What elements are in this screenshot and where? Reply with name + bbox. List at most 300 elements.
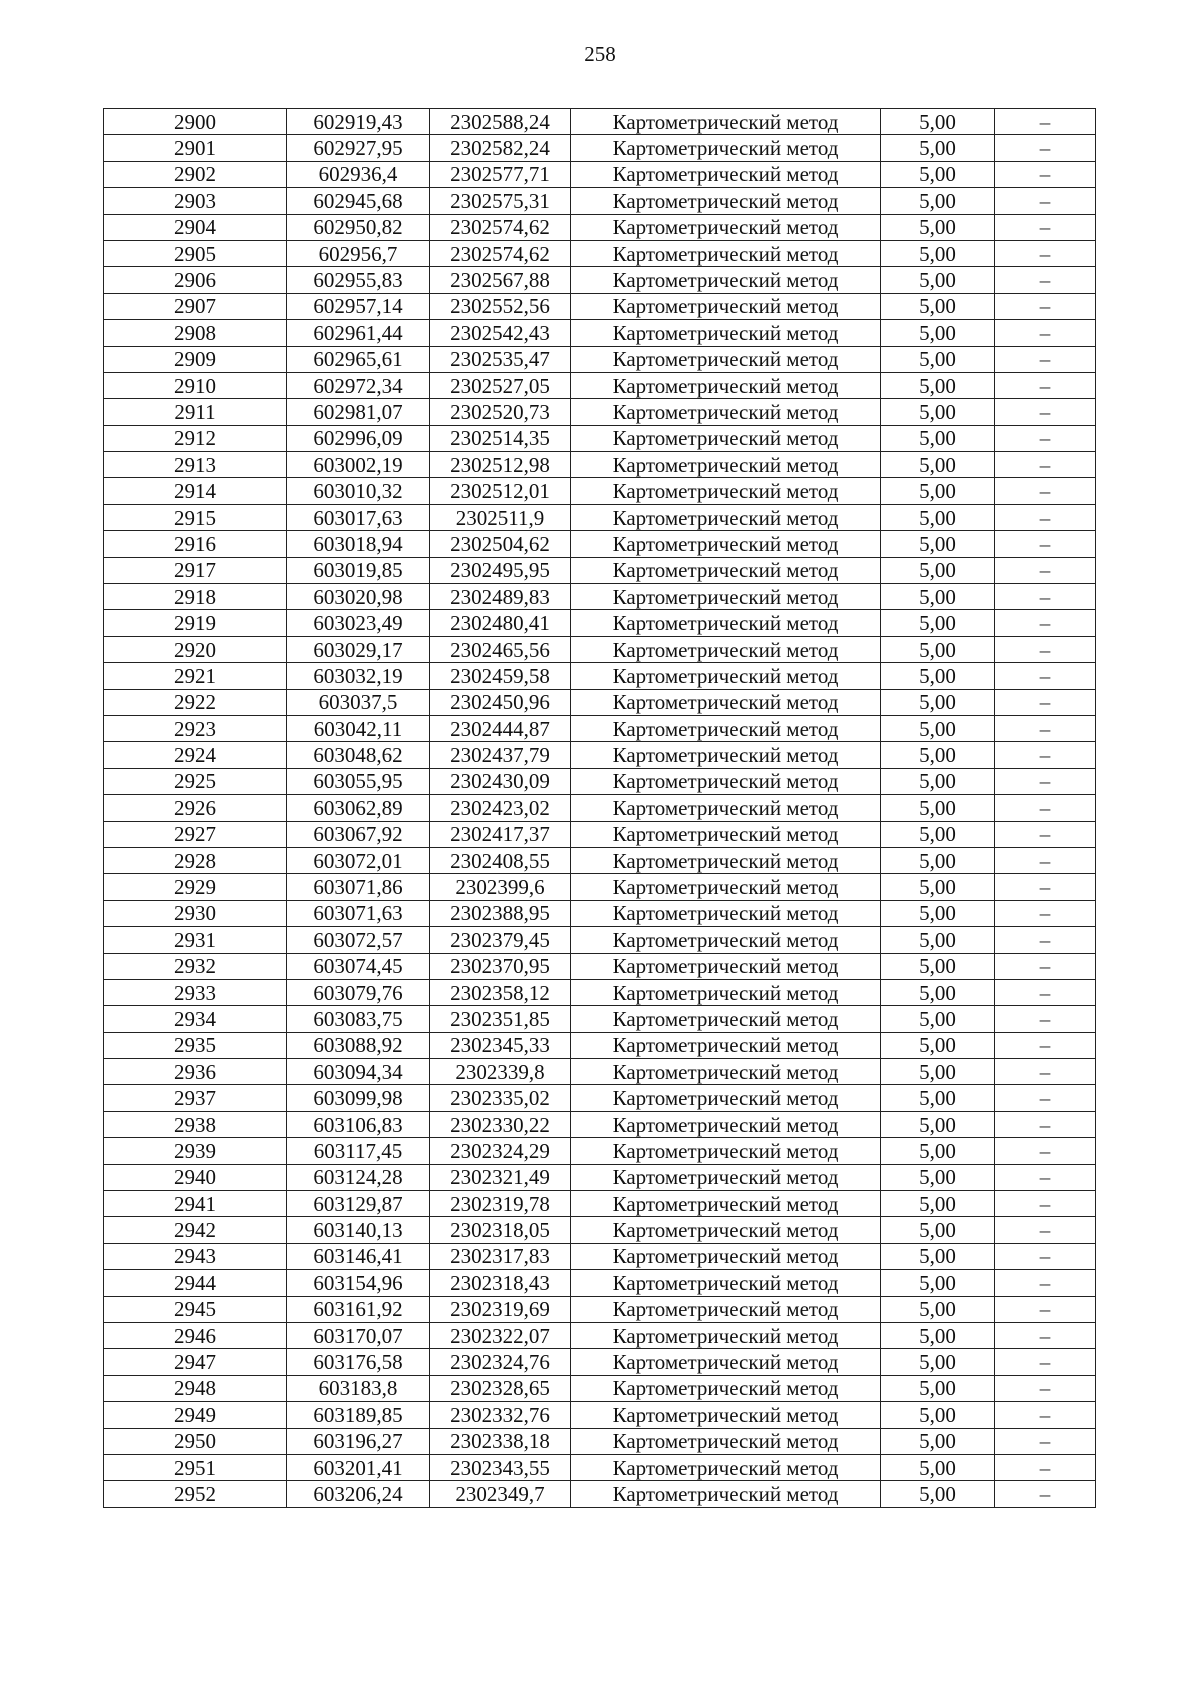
table-row [104,1349,1096,1375]
point-number-cell: 2914 [104,478,287,504]
method-cell: Картометрический метод [571,1243,881,1269]
x-coordinate-cell: 603002,19 [287,452,430,478]
dash-cell: – [995,504,1096,530]
x-coordinate-cell: 603072,01 [287,847,430,873]
error-cell: 5,00 [881,320,995,346]
point-number-cell: 2946 [104,1322,287,1348]
y-coordinate-cell: 2302324,76 [430,1349,571,1375]
method-cell: Картометрический метод [571,1296,881,1322]
y-coordinate-cell: 2302330,22 [430,1111,571,1137]
point-number-cell: 2909 [104,346,287,372]
table-row [104,135,1096,161]
dash-cell: – [995,425,1096,451]
x-coordinate-cell: 603019,85 [287,557,430,583]
y-coordinate-cell: 2302349,7 [430,1481,571,1507]
method-cell: Картометрический метод [571,478,881,504]
point-number-cell: 2920 [104,636,287,662]
error-cell: 5,00 [881,1322,995,1348]
table-row [104,689,1096,715]
y-coordinate-cell: 2302437,79 [430,742,571,768]
dash-cell: – [995,663,1096,689]
table-row [104,1270,1096,1296]
x-coordinate-cell: 603140,13 [287,1217,430,1243]
point-number-cell: 2910 [104,372,287,398]
table-row [104,240,1096,266]
dash-cell: – [995,847,1096,873]
x-coordinate-cell: 603055,95 [287,768,430,794]
method-cell: Картометрический метод [571,1428,881,1454]
dash-cell: – [995,1375,1096,1401]
y-coordinate-cell: 2302321,49 [430,1164,571,1190]
table-row [104,610,1096,636]
x-coordinate-cell: 603071,63 [287,900,430,926]
x-coordinate-cell: 603067,92 [287,821,430,847]
dash-cell: – [995,135,1096,161]
table-row [104,1428,1096,1454]
x-coordinate-cell: 603206,24 [287,1481,430,1507]
dash-cell: – [995,1296,1096,1322]
x-coordinate-cell: 603124,28 [287,1164,430,1190]
point-number-cell: 2908 [104,320,287,346]
method-cell: Картометрический метод [571,557,881,583]
y-coordinate-cell: 2302351,85 [430,1006,571,1032]
x-coordinate-cell: 603161,92 [287,1296,430,1322]
point-number-cell: 2924 [104,742,287,768]
point-number-cell: 2950 [104,1428,287,1454]
point-number-cell: 2900 [104,109,287,135]
table-row [104,636,1096,662]
dash-cell: – [995,979,1096,1005]
point-number-cell: 2913 [104,452,287,478]
table-row [104,953,1096,979]
table-row [104,161,1096,187]
method-cell: Картометрический метод [571,188,881,214]
error-cell: 5,00 [881,135,995,161]
method-cell: Картометрический метод [571,425,881,451]
error-cell: 5,00 [881,1111,995,1137]
x-coordinate-cell: 603079,76 [287,979,430,1005]
method-cell: Картометрический метод [571,452,881,478]
x-coordinate-cell: 602945,68 [287,188,430,214]
error-cell: 5,00 [881,1006,995,1032]
y-coordinate-cell: 2302495,95 [430,557,571,583]
error-cell: 5,00 [881,452,995,478]
table-row [104,372,1096,398]
dash-cell: – [995,900,1096,926]
table-row [104,1191,1096,1217]
point-number-cell: 2943 [104,1243,287,1269]
y-coordinate-cell: 2302408,55 [430,847,571,873]
x-coordinate-cell: 602936,4 [287,161,430,187]
x-coordinate-cell: 602972,34 [287,372,430,398]
error-cell: 5,00 [881,847,995,873]
dash-cell: – [995,161,1096,187]
y-coordinate-cell: 2302317,83 [430,1243,571,1269]
error-cell: 5,00 [881,1164,995,1190]
method-cell: Картометрический метод [571,399,881,425]
y-coordinate-cell: 2302512,01 [430,478,571,504]
table-row [104,1111,1096,1137]
x-coordinate-cell: 603170,07 [287,1322,430,1348]
y-coordinate-cell: 2302567,88 [430,267,571,293]
x-coordinate-cell: 603106,83 [287,1111,430,1137]
dash-cell: – [995,1428,1096,1454]
table-row [104,1375,1096,1401]
method-cell: Картометрический метод [571,1322,881,1348]
x-coordinate-cell: 603176,58 [287,1349,430,1375]
x-coordinate-cell: 603201,41 [287,1454,430,1480]
method-cell: Картометрический метод [571,531,881,557]
point-number-cell: 2907 [104,293,287,319]
method-cell: Картометрический метод [571,1164,881,1190]
dash-cell: – [995,1164,1096,1190]
method-cell: Картометрический метод [571,1454,881,1480]
dash-cell: – [995,821,1096,847]
method-cell: Картометрический метод [571,768,881,794]
x-coordinate-cell: 603042,11 [287,715,430,741]
dash-cell: – [995,188,1096,214]
point-number-cell: 2940 [104,1164,287,1190]
dash-cell: – [995,1111,1096,1137]
error-cell: 5,00 [881,399,995,425]
x-coordinate-cell: 603010,32 [287,478,430,504]
table-row [104,742,1096,768]
point-number-cell: 2933 [104,979,287,1005]
error-cell: 5,00 [881,1138,995,1164]
y-coordinate-cell: 2302318,43 [430,1270,571,1296]
y-coordinate-cell: 2302459,58 [430,663,571,689]
error-cell: 5,00 [881,293,995,319]
y-coordinate-cell: 2302514,35 [430,425,571,451]
method-cell: Картометрический метод [571,847,881,873]
error-cell: 5,00 [881,663,995,689]
dash-cell: – [995,742,1096,768]
y-coordinate-cell: 2302542,43 [430,320,571,346]
table-row [104,504,1096,530]
y-coordinate-cell: 2302339,8 [430,1059,571,1085]
x-coordinate-cell: 603154,96 [287,1270,430,1296]
y-coordinate-cell: 2302399,6 [430,874,571,900]
method-cell: Картометрический метод [571,267,881,293]
x-coordinate-cell: 603146,41 [287,1243,430,1269]
method-cell: Картометрический метод [571,293,881,319]
x-coordinate-cell: 603072,57 [287,927,430,953]
dash-cell: – [995,399,1096,425]
method-cell: Картометрический метод [571,927,881,953]
y-coordinate-cell: 2302450,96 [430,689,571,715]
x-coordinate-cell: 603083,75 [287,1006,430,1032]
dash-cell: – [995,557,1096,583]
error-cell: 5,00 [881,267,995,293]
table-row [104,1059,1096,1085]
dash-cell: – [995,452,1096,478]
point-number-cell: 2952 [104,1481,287,1507]
method-cell: Картометрический метод [571,372,881,398]
x-coordinate-cell: 603018,94 [287,531,430,557]
y-coordinate-cell: 2302520,73 [430,399,571,425]
error-cell: 5,00 [881,161,995,187]
error-cell: 5,00 [881,821,995,847]
table-row [104,1243,1096,1269]
table-row [104,1085,1096,1111]
y-coordinate-cell: 2302535,47 [430,346,571,372]
dash-cell: – [995,1059,1096,1085]
x-coordinate-cell: 603088,92 [287,1032,430,1058]
dash-cell: – [995,1270,1096,1296]
table-row [104,1402,1096,1428]
x-coordinate-cell: 603020,98 [287,584,430,610]
error-cell: 5,00 [881,240,995,266]
table-row [104,478,1096,504]
x-coordinate-cell: 603094,34 [287,1059,430,1085]
error-cell: 5,00 [881,478,995,504]
x-coordinate-cell: 603183,8 [287,1375,430,1401]
x-coordinate-cell: 603017,63 [287,504,430,530]
point-number-cell: 2919 [104,610,287,636]
error-cell: 5,00 [881,953,995,979]
x-coordinate-cell: 602957,14 [287,293,430,319]
method-cell: Картометрический метод [571,1191,881,1217]
point-number-cell: 2935 [104,1032,287,1058]
point-number-cell: 2921 [104,663,287,689]
dash-cell: – [995,1006,1096,1032]
table-row [104,584,1096,610]
table-row [104,267,1096,293]
error-cell: 5,00 [881,979,995,1005]
error-cell: 5,00 [881,795,995,821]
method-cell: Картометрический метод [571,240,881,266]
point-number-cell: 2906 [104,267,287,293]
table-row [104,1454,1096,1480]
method-cell: Картометрический метод [571,1111,881,1137]
dash-cell: – [995,795,1096,821]
x-coordinate-cell: 603129,87 [287,1191,430,1217]
dash-cell: – [995,636,1096,662]
method-cell: Картометрический метод [571,795,881,821]
dash-cell: – [995,372,1096,398]
y-coordinate-cell: 2302582,24 [430,135,571,161]
error-cell: 5,00 [881,1191,995,1217]
table-row [104,874,1096,900]
point-number-cell: 2942 [104,1217,287,1243]
error-cell: 5,00 [881,1349,995,1375]
y-coordinate-cell: 2302345,33 [430,1032,571,1058]
table-row [104,927,1096,953]
y-coordinate-cell: 2302335,02 [430,1085,571,1111]
x-coordinate-cell: 602961,44 [287,320,430,346]
table-row [104,1032,1096,1058]
table-row [104,821,1096,847]
table-row [104,1296,1096,1322]
x-coordinate-cell: 603071,86 [287,874,430,900]
method-cell: Картометрический метод [571,320,881,346]
error-cell: 5,00 [881,900,995,926]
method-cell: Картометрический метод [571,1375,881,1401]
method-cell: Картометрический метод [571,1085,881,1111]
x-coordinate-cell: 602927,95 [287,135,430,161]
method-cell: Картометрический метод [571,1270,881,1296]
table-row [104,715,1096,741]
y-coordinate-cell: 2302444,87 [430,715,571,741]
point-number-cell: 2941 [104,1191,287,1217]
y-coordinate-cell: 2302465,56 [430,636,571,662]
dash-cell: – [995,267,1096,293]
error-cell: 5,00 [881,1296,995,1322]
table-row [104,1217,1096,1243]
error-cell: 5,00 [881,214,995,240]
table-row [104,1164,1096,1190]
table-row [104,1481,1096,1507]
method-cell: Картометрический метод [571,161,881,187]
error-cell: 5,00 [881,1270,995,1296]
method-cell: Картометрический метод [571,346,881,372]
method-cell: Картометрический метод [571,1402,881,1428]
method-cell: Картометрический метод [571,636,881,662]
method-cell: Картометрический метод [571,1059,881,1085]
point-number-cell: 2927 [104,821,287,847]
method-cell: Картометрический метод [571,1006,881,1032]
point-number-cell: 2912 [104,425,287,451]
table-row [104,425,1096,451]
method-cell: Картометрический метод [571,874,881,900]
error-cell: 5,00 [881,1402,995,1428]
error-cell: 5,00 [881,1217,995,1243]
error-cell: 5,00 [881,689,995,715]
coordinates-table [103,108,1096,1508]
x-coordinate-cell: 603196,27 [287,1428,430,1454]
dash-cell: – [995,689,1096,715]
method-cell: Картометрический метод [571,1217,881,1243]
dash-cell: – [995,1032,1096,1058]
point-number-cell: 2932 [104,953,287,979]
point-number-cell: 2944 [104,1270,287,1296]
dash-cell: – [995,715,1096,741]
x-coordinate-cell: 603032,19 [287,663,430,689]
error-cell: 5,00 [881,742,995,768]
y-coordinate-cell: 2302511,9 [430,504,571,530]
dash-cell: – [995,109,1096,135]
x-coordinate-cell: 603048,62 [287,742,430,768]
table-row [104,1322,1096,1348]
point-number-cell: 2903 [104,188,287,214]
method-cell: Картометрический метод [571,1481,881,1507]
x-coordinate-cell: 602955,83 [287,267,430,293]
error-cell: 5,00 [881,636,995,662]
dash-cell: – [995,610,1096,636]
error-cell: 5,00 [881,372,995,398]
y-coordinate-cell: 2302319,78 [430,1191,571,1217]
y-coordinate-cell: 2302423,02 [430,795,571,821]
dash-cell: – [995,1481,1096,1507]
x-coordinate-cell: 603023,49 [287,610,430,636]
error-cell: 5,00 [881,1085,995,1111]
error-cell: 5,00 [881,1428,995,1454]
dash-cell: – [995,584,1096,610]
x-coordinate-cell: 603189,85 [287,1402,430,1428]
table-row [104,557,1096,583]
method-cell: Картометрический метод [571,821,881,847]
point-number-cell: 2937 [104,1085,287,1111]
y-coordinate-cell: 2302504,62 [430,531,571,557]
y-coordinate-cell: 2302322,07 [430,1322,571,1348]
y-coordinate-cell: 2302527,05 [430,372,571,398]
error-cell: 5,00 [881,1454,995,1480]
x-coordinate-cell: 602919,43 [287,109,430,135]
method-cell: Картометрический метод [571,504,881,530]
method-cell: Картометрический метод [571,109,881,135]
method-cell: Картометрический метод [571,584,881,610]
point-number-cell: 2945 [104,1296,287,1322]
table-row [104,979,1096,1005]
method-cell: Картометрический метод [571,663,881,689]
y-coordinate-cell: 2302417,37 [430,821,571,847]
table-row [104,320,1096,346]
x-coordinate-cell: 603037,5 [287,689,430,715]
point-number-cell: 2905 [104,240,287,266]
point-number-cell: 2928 [104,847,287,873]
x-coordinate-cell: 603074,45 [287,953,430,979]
dash-cell: – [995,214,1096,240]
point-number-cell: 2901 [104,135,287,161]
error-cell: 5,00 [881,109,995,135]
y-coordinate-cell: 2302370,95 [430,953,571,979]
point-number-cell: 2947 [104,1349,287,1375]
point-number-cell: 2911 [104,399,287,425]
method-cell: Картометрический метод [571,742,881,768]
point-number-cell: 2930 [104,900,287,926]
y-coordinate-cell: 2302430,09 [430,768,571,794]
error-cell: 5,00 [881,584,995,610]
y-coordinate-cell: 2302319,69 [430,1296,571,1322]
point-number-cell: 2948 [104,1375,287,1401]
error-cell: 5,00 [881,188,995,214]
dash-cell: – [995,1322,1096,1348]
dash-cell: – [995,874,1096,900]
table-row [104,399,1096,425]
x-coordinate-cell: 602981,07 [287,399,430,425]
error-cell: 5,00 [881,1375,995,1401]
table-row [104,768,1096,794]
point-number-cell: 2918 [104,584,287,610]
error-cell: 5,00 [881,768,995,794]
error-cell: 5,00 [881,874,995,900]
method-cell: Картометрический метод [571,953,881,979]
dash-cell: – [995,1217,1096,1243]
table-row [104,188,1096,214]
y-coordinate-cell: 2302343,55 [430,1454,571,1480]
point-number-cell: 2951 [104,1454,287,1480]
method-cell: Картометрический метод [571,979,881,1005]
table-row [104,1006,1096,1032]
dash-cell: – [995,927,1096,953]
y-coordinate-cell: 2302575,31 [430,188,571,214]
error-cell: 5,00 [881,504,995,530]
error-cell: 5,00 [881,1032,995,1058]
method-cell: Картометрический метод [571,900,881,926]
dash-cell: – [995,240,1096,266]
y-coordinate-cell: 2302358,12 [430,979,571,1005]
y-coordinate-cell: 2302338,18 [430,1428,571,1454]
point-number-cell: 2929 [104,874,287,900]
y-coordinate-cell: 2302332,76 [430,1402,571,1428]
method-cell: Картометрический метод [571,1349,881,1375]
dash-cell: – [995,1138,1096,1164]
point-number-cell: 2931 [104,927,287,953]
method-cell: Картометрический метод [571,610,881,636]
x-coordinate-cell: 602956,7 [287,240,430,266]
y-coordinate-cell: 2302328,65 [430,1375,571,1401]
dash-cell: – [995,1454,1096,1480]
